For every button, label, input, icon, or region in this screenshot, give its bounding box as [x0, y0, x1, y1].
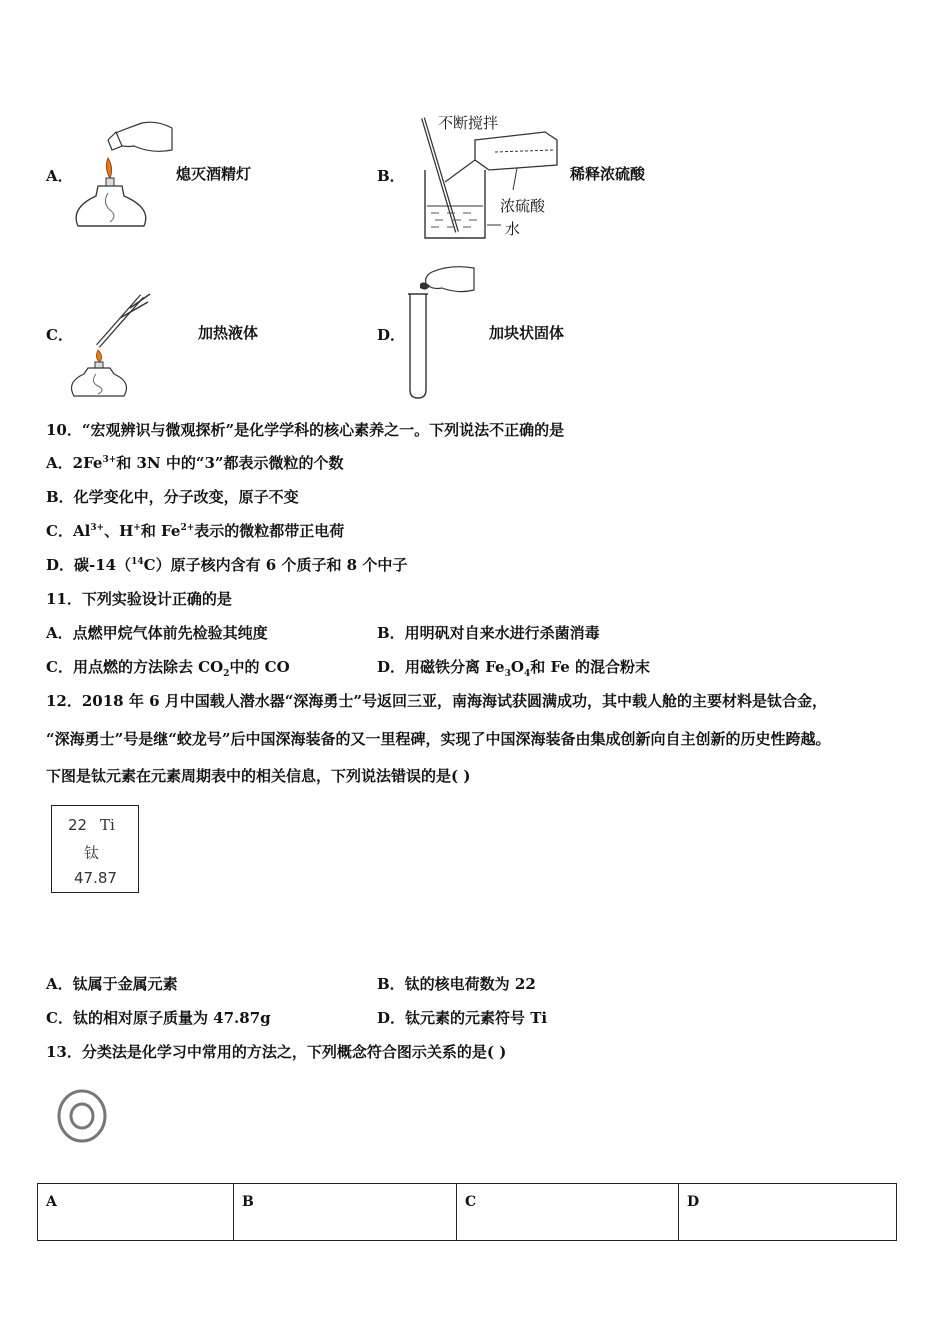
q12-option-a: A．钛属于金属元素: [46, 975, 178, 993]
concentric-circles-diagram: [56, 1088, 108, 1144]
q12-stem-line1: 12．2018 年 6 月中国载人潜水器“深海勇士”号返回三亚，南海海试获圆满成功，其中载人舱的主要材料是钛合金，: [46, 692, 827, 710]
q9-option-a-letter: A．: [46, 167, 73, 185]
add-solid-illustration: [402, 262, 482, 402]
q9-option-c-caption: 加热液体: [198, 324, 259, 342]
table-cell-c: C: [457, 1184, 679, 1241]
q9-option-d-letter: D．: [377, 326, 406, 344]
element-symbol: Ti: [100, 816, 115, 834]
q11-option-b: B．用明矾对自来水进行杀菌消毒: [377, 624, 600, 642]
heat-liquid-illustration: [70, 288, 152, 400]
q13-stem: 13．分类法是化学习中常用的方法之，下列概念符合图示关系的是( ): [46, 1043, 507, 1061]
q13-answer-table: [37, 1183, 897, 1241]
q11-option-a: A．点燃甲烷气体前先检验其纯度: [46, 624, 268, 642]
q9-option-b-letter: B．: [377, 167, 405, 185]
water-label: 水: [505, 220, 521, 238]
element-name: 钛: [84, 844, 100, 862]
q10-stem: 10．“宏观辨识与微观探析”是化学学科的核心素养之一。下列说法不正确的是: [46, 421, 565, 439]
q9-option-d-caption: 加块状固体: [489, 324, 565, 342]
table-cell-a: A: [38, 1184, 234, 1241]
q12-option-b: B．钛的核电荷数为 22: [377, 975, 536, 993]
table-cell-b: B: [234, 1184, 457, 1241]
q11-option-c: C．用点燃的方法除去 $CO_2$中的 CO: [46, 658, 290, 679]
q12-stem-line2: “深海勇士”号是继“蛟龙号”后中国深海装备的又一里程碑，实现了中国深海装备由集成创新向自主创新的历史性跨越。: [46, 730, 831, 748]
table-cell-d: D: [679, 1184, 897, 1241]
titanium-element-card: [51, 805, 139, 893]
q9-option-a-caption: 熄灭酒精灯: [176, 165, 252, 183]
q12-stem-line3: 下图是钛元素在元素周期表中的相关信息，下列说法错误的是( ): [46, 767, 471, 785]
q12-option-c: C．钛的相对原子质量为 47.87g: [46, 1009, 271, 1027]
q10-option-d: D．碳-14（$^{14}$C）原子核内含有 6 个质子和 8 个中子: [46, 556, 408, 574]
atomic-number: 22: [68, 816, 88, 834]
q10-option-c: C．$Al^{3+}$、H+和 $Fe^{2+}$表示的微粒都带正电荷: [46, 522, 345, 540]
atomic-mass: 47.87: [74, 869, 117, 887]
q11-stem: 11．下列实验设计正确的是: [46, 590, 232, 608]
q10-option-b: B．化学变化中，分子改变，原子不变: [46, 488, 299, 506]
q12-option-d: D．钛元素的元素符号 Ti: [377, 1009, 548, 1027]
stir-label: 不断搅拌: [438, 114, 499, 132]
acid-label: 浓硫酸: [500, 197, 546, 215]
q9-option-b-caption: 稀释浓硫酸: [570, 165, 646, 183]
q11-option-d: D．用磁铁分离 $Fe_3O_4$和 Fe 的混合粉末: [377, 658, 651, 679]
q9-option-c-letter: C．: [46, 326, 73, 344]
alcohol-lamp-extinguish-illustration: [72, 118, 182, 243]
q10-option-a: A．$2Fe^{3+}$和 3N 中的“3”都表示微粒的个数: [46, 454, 344, 472]
